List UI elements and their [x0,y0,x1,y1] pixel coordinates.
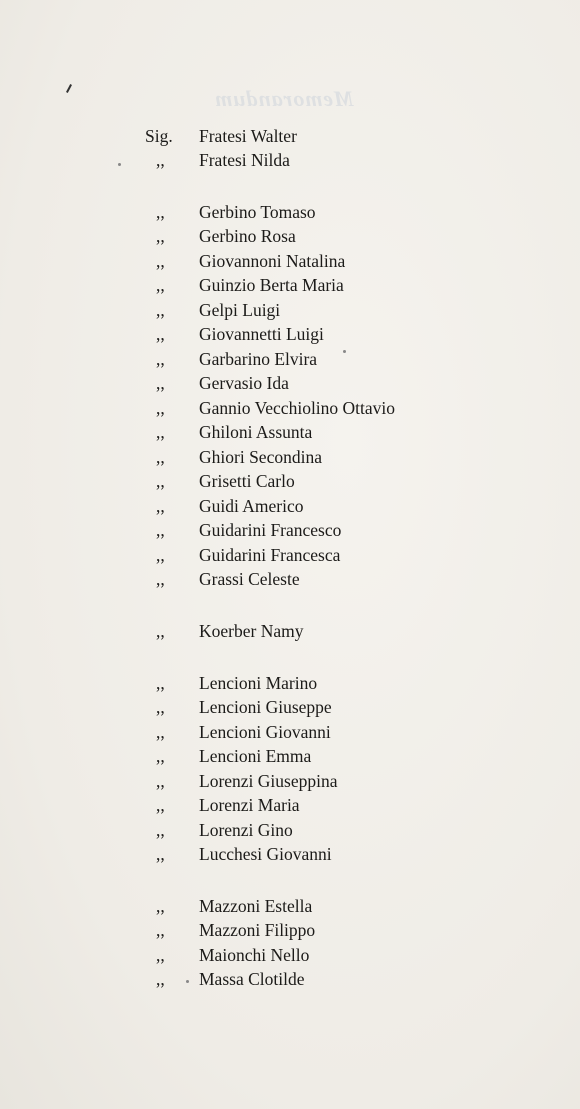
list-item [0,671,580,695]
ditto-mark: ,, [156,520,165,540]
person-name: Guidarini Francesca [199,545,341,565]
ditto-mark: ,, [156,697,165,717]
list-item [0,322,580,346]
list-item [0,347,580,371]
person-name: Maionchi Nello [199,945,310,965]
ditto-mark: ,, [156,496,165,516]
list-item [0,720,580,744]
list-item [0,793,580,817]
list-item [0,567,580,591]
ditto-mark: ,, [156,251,165,271]
person-name: Lencioni Emma [199,746,312,766]
person-name: Guidarini Francesco [199,520,342,540]
ditto-mark: ,, [156,447,165,467]
list-item [0,420,580,444]
person-name: Guinzio Berta Maria [199,275,344,295]
person-name: Lorenzi Gino [199,820,293,840]
ditto-mark: ,, [156,545,165,565]
list-item [0,518,580,542]
person-name: Mazzoni Estella [199,896,313,916]
ditto-mark: ,, [156,275,165,295]
person-name: Guidi Americo [199,496,304,516]
ditto-mark: ,, [156,920,165,940]
person-name: Fratesi Nilda [199,150,290,170]
list-item [0,695,580,719]
person-name: Giovannetti Luigi [199,324,324,344]
person-name: Gerbino Tomaso [199,202,316,222]
list-item [0,298,580,322]
ditto-mark: ,, [156,673,165,693]
bleed-through-heading: Memorandum [214,86,354,111]
person-name: Gervasio Ida [199,373,289,393]
list-item [0,619,580,643]
person-name: Ghiori Secondina [199,447,322,467]
ditto-mark: ,, [156,844,165,864]
ditto-mark: ,, [156,569,165,589]
person-name: Massa Clotilde [199,969,305,989]
list-item [0,396,580,420]
list-item [0,148,580,172]
person-name: Grassi Celeste [199,569,300,589]
ditto-mark: ,, [156,969,165,989]
list-item [0,543,580,567]
person-name: Lencioni Marino [199,673,318,693]
person-name: Koerber Namy [199,621,304,641]
ditto-mark: ,, [156,373,165,393]
list-item [0,200,580,224]
list-item [0,371,580,395]
person-name: Gannio Vecchiolino Ottavio [199,398,396,418]
person-name: Garbarino Elvira [199,349,318,369]
ditto-mark: ,, [156,300,165,320]
list-item [0,744,580,768]
ditto-mark: ,, [156,746,165,766]
ditto-mark: ,, [156,226,165,246]
ditto-mark: ,, [156,398,165,418]
list-item [0,894,580,918]
person-name: Gelpi Luigi [199,300,281,320]
person-name: Ghiloni Assunta [199,422,313,442]
list-item [0,273,580,297]
ditto-mark: ,, [156,324,165,344]
list-item [0,124,580,148]
ditto-mark: ,, [156,471,165,491]
list-item [0,818,580,842]
ditto-mark: ,, [156,621,165,641]
ditto-mark: ,, [156,422,165,442]
list-item [0,842,580,866]
ditto-mark: ,, [156,795,165,815]
person-name: Mazzoni Filippo [199,920,316,940]
ditto-mark: ,, [156,349,165,369]
ditto-mark: ,, [156,945,165,965]
person-name: Gerbino Rosa [199,226,296,246]
list-item [0,249,580,273]
ditto-mark: ,, [156,150,165,170]
title-prefix: Sig. [145,126,173,146]
list-item [0,769,580,793]
list-item [0,967,580,991]
list-item [0,469,580,493]
person-name: Lucchesi Giovanni [199,844,332,864]
ditto-mark: ,, [156,722,165,742]
ditto-mark: ,, [156,820,165,840]
list-item [0,943,580,967]
person-name: Lencioni Giuseppe [199,697,332,717]
ditto-mark: ,, [156,771,165,791]
list-item [0,445,580,469]
person-name: Lorenzi Giuseppina [199,771,338,791]
ditto-mark: ,, [156,896,165,916]
person-name: Fratesi Walter [199,126,297,146]
person-name: Lencioni Giovanni [199,722,331,742]
person-name: Lorenzi Maria [199,795,300,815]
list-item [0,494,580,518]
person-name: Grisetti Carlo [199,471,295,491]
list-item [0,224,580,248]
list-item [0,918,580,942]
person-name: Giovannoni Natalina [199,251,346,271]
ditto-mark: ,, [156,202,165,222]
pen-mark [66,84,72,93]
